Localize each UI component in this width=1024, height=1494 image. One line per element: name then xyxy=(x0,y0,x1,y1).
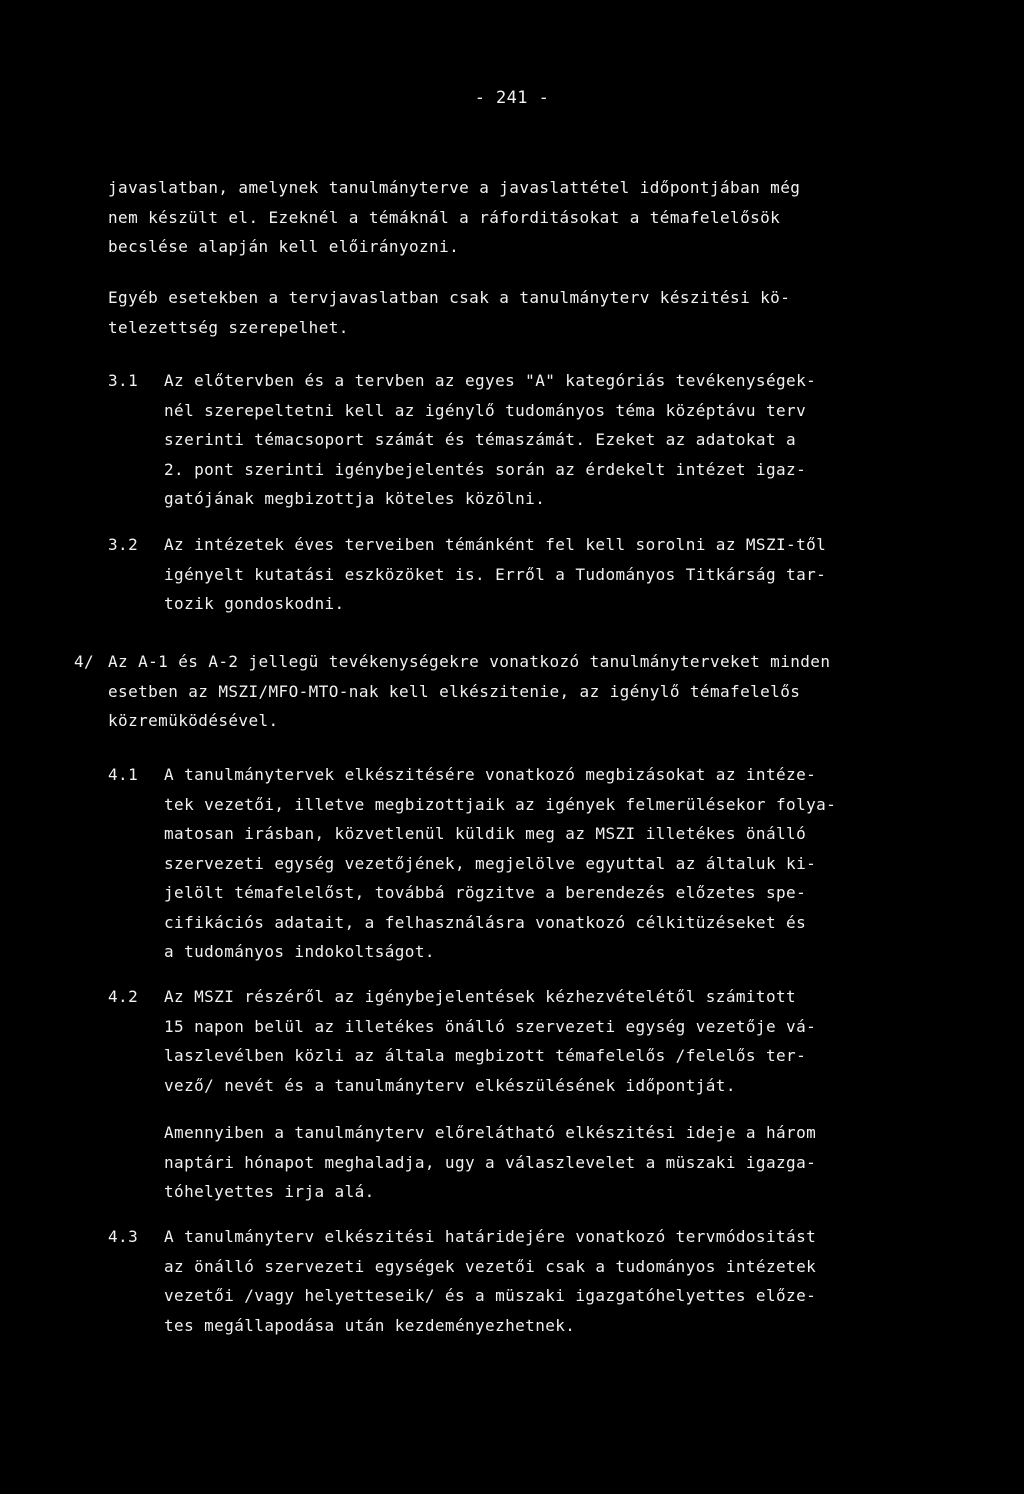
section-4-2-continued xyxy=(164,1118,816,1207)
text-line: közremüködésével. xyxy=(108,711,279,730)
section-number: 4.3 xyxy=(108,1227,139,1246)
text-line: szervezeti egység vezetőjének, megjelölve egyuttal az általuk ki- xyxy=(164,853,817,873)
text-line: vezetői /vagy helyetteseik/ és a müszaki igazgatóhelyettes előze- xyxy=(164,1286,817,1305)
text-line: az önálló szervezeti egységek vezetői csak a tudományos intézetek xyxy=(164,1256,817,1276)
section-number: 4.2 xyxy=(108,987,139,1006)
text-line: 15 napon belül az illetékes önálló szervezeti egység vezetője vá- xyxy=(164,1016,817,1036)
text-line: Az előtervben és a tervben az egyes "A" kategóriás tevékenységek- xyxy=(164,371,817,390)
section-4 xyxy=(108,647,830,736)
text-line: laszlevélben közli az általa megbizott témafelelős /felelős ter- xyxy=(164,1046,807,1065)
text-line: A tanulmányterv elkészitési határidejére vonatkozó tervmódositást xyxy=(164,1227,817,1246)
text-line: Amennyiben a tanulmányterv előrelátható elkészitési ideje a három xyxy=(164,1123,817,1142)
text-line: tek vezetői, illetve megbizottjaik az igények felmerülésekor folya- xyxy=(164,794,837,814)
text-line: nél szerepeltetni kell az igénylő tudományos téma középtávu terv xyxy=(164,400,807,420)
section-number: 3.1 xyxy=(108,371,139,390)
text-line: A tanulmánytervek elkészitésére vonatkozó megbizásokat az intéze- xyxy=(164,765,817,784)
text-line: a tudományos indokoltságot. xyxy=(164,942,435,961)
section-number: 3.2 xyxy=(108,535,139,554)
page-number: - 241 - xyxy=(474,88,550,108)
paragraph-intro xyxy=(108,173,800,262)
text-line: igényelt kutatási eszközöket is. Erről a Tudományos Titkárság tar- xyxy=(164,564,827,584)
section-4-3 xyxy=(164,1222,816,1340)
text-line: szerinti témacsoport számát és témaszámát. Ezeket az adatokat a xyxy=(164,430,797,449)
text-line: tóhelyettes irja alá. xyxy=(164,1182,375,1201)
text-line: Egyéb esetekben a tervjavaslatban csak a tanulmányterv készitési kö- xyxy=(108,288,791,307)
section-number: 4/ xyxy=(74,652,95,671)
text-line: naptári hónapot meghaladja, ugy a válaszlevelet a müszaki igazga- xyxy=(164,1152,817,1172)
text-line: cifikációs adatait, a felhasználásra vonatkozó célkitüzéseket és xyxy=(164,912,807,932)
paragraph-other-cases xyxy=(108,283,790,342)
text-line: matosan irásban, közvetlenül küldik meg az MSZI illetékes önálló xyxy=(164,824,807,843)
text-line: Az intézetek éves terveiben témánként fel kell sorolni az MSZI-től xyxy=(164,535,827,554)
section-4-1 xyxy=(164,760,836,967)
text-line: Az A-1 és A-2 jellegü tevékenységekre vonatkozó tanulmányterveket minden xyxy=(108,652,831,671)
section-number: 4.1 xyxy=(108,765,139,784)
text-line: telezettség szerepelhet. xyxy=(108,317,349,337)
text-line: javaslatban, amelynek tanulmányterve a javaslattétel időpontjában még xyxy=(108,178,801,197)
text-line: gatójának megbizottja köteles közölni. xyxy=(164,489,546,508)
section-3-1 xyxy=(164,366,816,514)
text-line: vező/ nevét és a tanulmányterv elkészülésének időpontját. xyxy=(164,1075,736,1095)
text-line: 2. pont szerinti igénybejelentés során az érdekelt intézet igaz- xyxy=(164,459,807,479)
text-line: becslése alapján kell előirányozni. xyxy=(108,237,460,256)
section-4-2 xyxy=(164,982,816,1100)
text-line: tozik gondoskodni. xyxy=(164,594,345,613)
section-3-2 xyxy=(164,530,826,619)
text-line: esetben az MSZI/MFO-MTO-nak kell elkészitenie, az igénylő témafelelős xyxy=(108,681,801,701)
text-line: tes megállapodása után kezdeményezhetnek. xyxy=(164,1315,576,1335)
text-line: jelölt témafelelőst, továbbá rögzitve a berendezés előzetes spe- xyxy=(164,883,807,902)
text-line: Az MSZI részéről az igénybejelentések kézhezvételétől számitott xyxy=(164,987,797,1006)
text-line: nem készült el. Ezeknél a témáknál a ráforditásokat a témafelelősök xyxy=(108,207,781,227)
